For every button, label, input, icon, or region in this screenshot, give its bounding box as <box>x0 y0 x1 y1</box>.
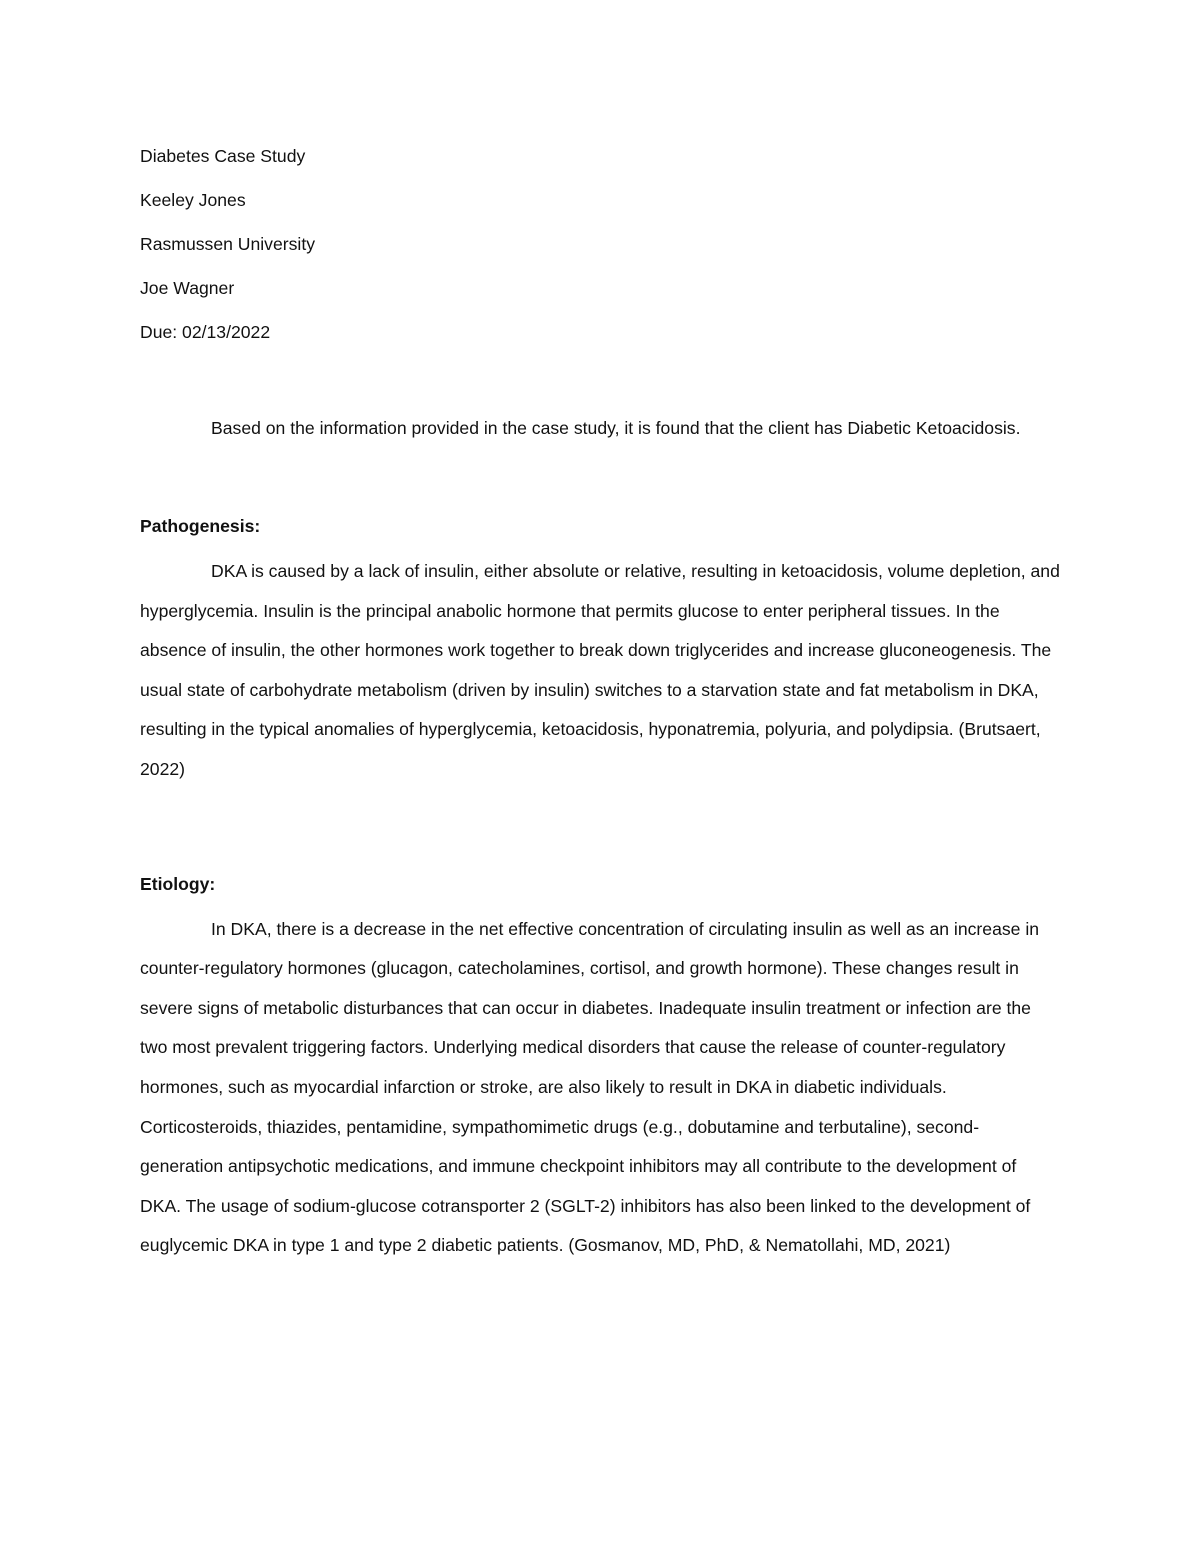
section-heading-etiology: Etiology: <box>140 873 216 894</box>
due-date: Due: 02/13/2022 <box>140 322 271 342</box>
institution-name: Rasmussen University <box>140 234 316 254</box>
instructor-name: Joe Wagner <box>140 278 235 298</box>
section-body-etiology: In DKA, there is a decrease in the net effective concentration of circulating insulin as well as an increase in counter-regulatory hormones (glucagon, catecholamines, cortisol, and growth hormone). These changes result in severe signs of metabolic disturbances that can occur in diabetes. Inadequate insulin treatment or infection are the two most prevalent triggering factors. Underlying medical disorders that cause the release of counter-regulatory hormones, such as myocardial infarction or stroke, are also likely to result in DKA in diabetic individuals. Corticosteroids, thiazides, pentamidine, sympathomimetic drugs (e.g., dobutamine and terbutaline), second-generation antipsychotic medications, and immune checkpoint inhibitors may all contribute to the development of DKA. The usage of sodium-glucose cotransporter 2 (SGLT-2) inhibitors has also been linked to the development of euglycemic DKA in type 1 and type 2 diabetic patients. (Gosmanov, MD, PhD, & Nematollahi, MD, 2021) <box>140 918 1040 1256</box>
section-heading-pathogenesis: Pathogenesis: <box>140 516 261 536</box>
document-content <box>140 138 1060 1266</box>
section-body-pathogenesis: DKA is caused by a lack of insulin, either absolute or relative, resulting in ketoacidosis, volume depletion, and hyperglycemia. Insulin is the principal anabolic hormone that permits glucose to enter peripheral tissues. In the absence of insulin, the other hormones work together to break down triglycerides and increase gluconeogenesis. The usual state of carbohydrate metabolism (driven by insulin) switches to a starvation state and fat metabolism in DKA, resulting in the typical anomalies of hyperglycemia, ketoacidosis, hyponatremia, polyuria, and polydipsia. (Brutsaert, 2022) <box>140 561 1060 779</box>
author-name: Keeley Jones <box>140 190 246 210</box>
intro-paragraph: Based on the information provided in the case study, it is found that the client has Diabetic Ketoacidosis. <box>211 418 1021 438</box>
document-title: Diabetes Case Study <box>140 146 306 166</box>
